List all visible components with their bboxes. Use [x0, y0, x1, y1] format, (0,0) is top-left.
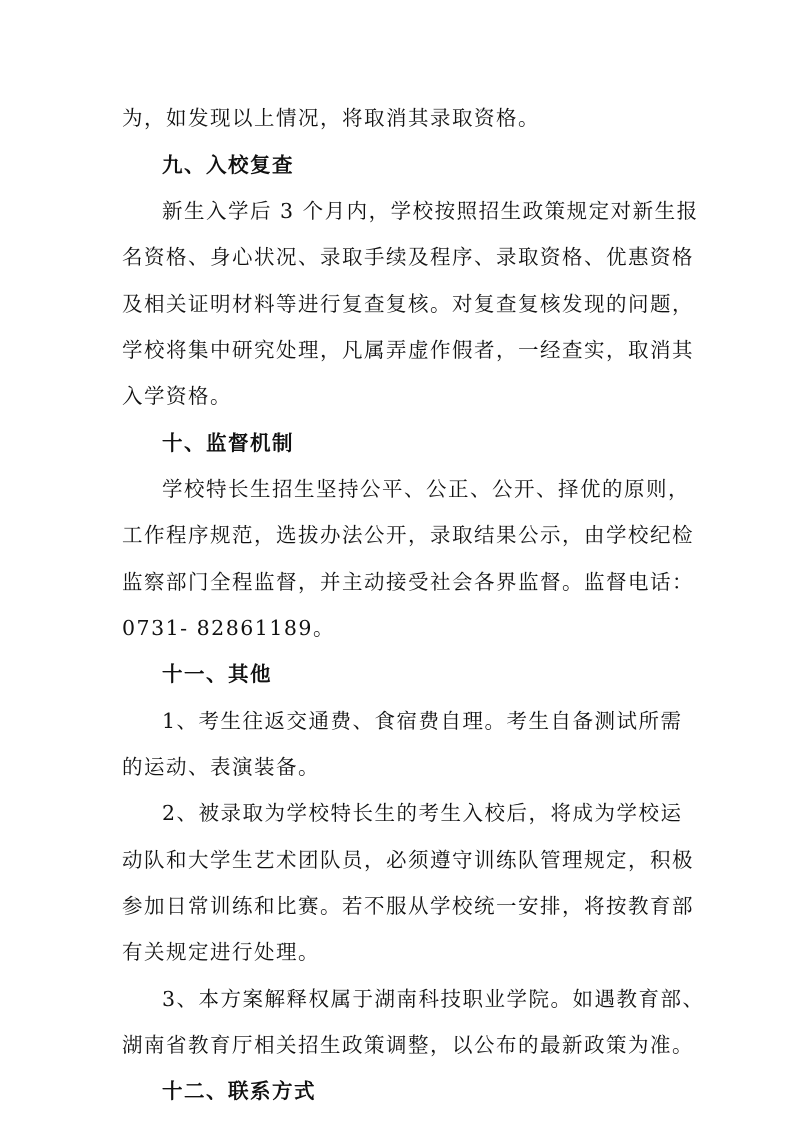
section-heading: 十二、联系方式	[162, 1079, 316, 1103]
paragraph-line: 学校将集中研究处理，凡属弄虚作假者，一经查实，取消其	[122, 338, 694, 362]
list-item-line: 的运动、表演装备。	[122, 755, 320, 779]
paragraph-line: 入学资格。	[122, 384, 232, 408]
paragraph-line: 监察部门全程监督，并主动接受社会各界监督。监督电话：	[122, 570, 694, 594]
phone-number-line: 0731- 82861189。	[122, 616, 335, 640]
section-heading: 十一、其他	[162, 662, 272, 686]
paragraph-line: 新生入学后 3 个月内，学校按照招生政策规定对新生报	[162, 199, 699, 223]
list-item-line: 有关规定进行处理。	[122, 940, 320, 964]
paragraph-line: 为，如发现以上情况，将取消其录取资格。	[122, 106, 540, 130]
paragraph-line: 及相关证明材料等进行复查复核。对复查复核发现的问题，	[122, 292, 694, 316]
paragraph-line: 名资格、身心状况、录取手续及程序、录取资格、优惠资格	[122, 245, 694, 269]
paragraph-line: 学校特长生招生坚持公平、公正、公开、择优的原则，	[162, 477, 690, 501]
list-item-line: 动队和大学生艺术团队员，必须遵守训练队管理规定，积极	[122, 848, 694, 872]
section-heading: 十、监督机制	[162, 431, 294, 455]
list-item-line: 1、考生往返交通费、食宿费自理。考生自备测试所需	[162, 709, 683, 733]
section-heading: 九、入校复查	[162, 153, 294, 177]
list-item-line: 参加日常训练和比赛。若不服从学校统一安排，将按教育部	[122, 894, 694, 918]
list-item-line: 湖南省教育厅相关招生政策调整，以公布的最新政策为准。	[122, 1033, 694, 1057]
paragraph-line: 工作程序规范，选拔办法公开，录取结果公示，由学校纪检	[122, 523, 694, 547]
list-item-line: 2、被录取为学校特长生的考生入校后，将成为学校运	[162, 801, 683, 825]
list-item-line: 3、本方案解释权属于湖南科技职业学院。如遇教育部、	[162, 987, 705, 1011]
